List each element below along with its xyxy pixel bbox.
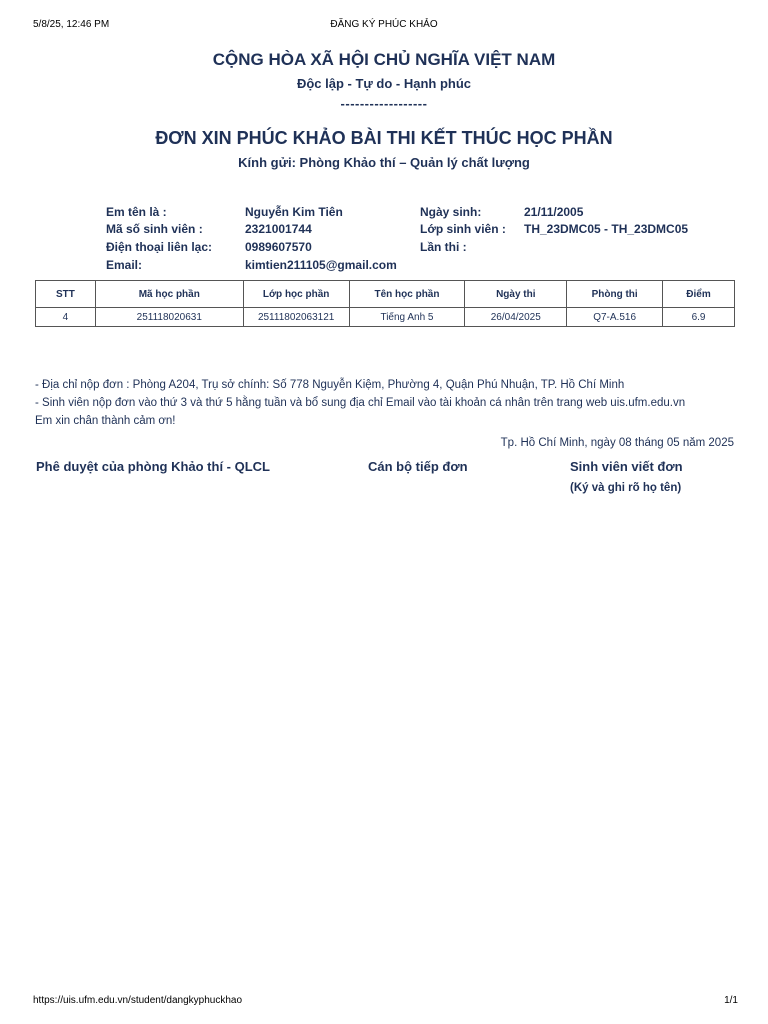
note-schedule: - Sinh viên nộp đơn vào thứ 3 và thứ 5 hằng tuần và bổ sung địa chỉ Email vào tài khoản cá nhân trên trang web uis.ufm.edu.vn <box>35 397 686 409</box>
print-page-title: ĐĂNG KÝ PHÚC KHẢO <box>330 19 438 30</box>
table-header-row <box>36 281 735 308</box>
student-signature-note: (Ký và ghi rõ họ tên) <box>570 482 682 494</box>
student-dob: 21/11/2005 <box>524 205 584 219</box>
national-motto: Độc lập - Tự do - Hạnh phúc <box>296 76 472 91</box>
header-exam-date: Ngày thi <box>465 281 567 308</box>
cell-course-class: 25111802063121 <box>243 308 349 327</box>
student-email: kimtien211105@gmail.com <box>245 258 397 272</box>
dob-label: Ngày sinh: <box>420 205 482 219</box>
cell-course-name: Tiếng Anh 5 <box>349 308 465 327</box>
email-label: Email: <box>106 258 143 272</box>
student-id-label: Mã số sinh viên : <box>106 222 203 236</box>
header-course-class: Lớp học phần <box>243 281 349 308</box>
place-date: Tp. Hồ Chí Minh, ngày 08 tháng 05 năm 2025 <box>500 437 734 449</box>
table-row <box>36 308 735 327</box>
print-datetime: 5/8/25, 12:46 PM <box>33 19 110 30</box>
receiver-signature-title: Cán bộ tiếp đơn <box>368 459 468 474</box>
cell-stt: 4 <box>36 308 96 327</box>
cell-course-code: 251118020631 <box>95 308 243 327</box>
motto-divider: ------------------ <box>340 96 428 111</box>
student-phone: 0989607570 <box>245 240 312 254</box>
class-label: Lớp sinh viên : <box>420 222 506 236</box>
phone-label: Điện thoại liên lạc: <box>106 240 213 254</box>
header-exam-room: Phòng thi <box>567 281 663 308</box>
header-course-name: Tên học phần <box>349 281 465 308</box>
student-signature-title: Sinh viên viết đơn <box>570 459 683 474</box>
print-url: https://uis.ufm.edu.vn/student/dangkyphuckhao <box>33 995 243 1006</box>
recipient-line: Kính gửi: Phòng Khảo thí – Quản lý chất lượng <box>238 155 530 170</box>
student-name: Nguyễn Kim Tiên <box>245 205 343 219</box>
cell-exam-room: Q7-A.516 <box>567 308 663 327</box>
header-stt: STT <box>36 281 96 308</box>
attempt-label: Lần thi : <box>420 240 467 254</box>
note-address: - Địa chỉ nộp đơn : Phòng A204, Trụ sở chính: Số 778 Nguyễn Kiệm, Phường 4, Quận Phú Nhuận, TP. Hồ Chí Minh <box>35 379 625 391</box>
header-course-code: Mã học phần <box>95 281 243 308</box>
name-label: Em tên là : <box>106 205 167 219</box>
national-title: CỘNG HÒA XÃ HỘI CHỦ NGHĨA VIỆT NAM <box>212 50 556 69</box>
student-id: 2321001744 <box>245 222 312 236</box>
cell-score: 6.9 <box>663 308 735 327</box>
print-page-number: 1/1 <box>724 995 738 1006</box>
header-score: Điểm <box>663 281 735 308</box>
grades-table <box>35 280 735 327</box>
cell-exam-date: 26/04/2025 <box>465 308 567 327</box>
note-thanks: Em xin chân thành cảm ơn! <box>35 415 176 427</box>
document-title: ĐƠN XIN PHÚC KHẢO BÀI THI KẾT THÚC HỌC PHẦN <box>155 128 613 148</box>
approval-signature-title: Phê duyệt của phòng Khảo thí - QLCL <box>36 459 270 474</box>
student-class: TH_23DMC05 - TH_23DMC05 <box>524 222 689 236</box>
